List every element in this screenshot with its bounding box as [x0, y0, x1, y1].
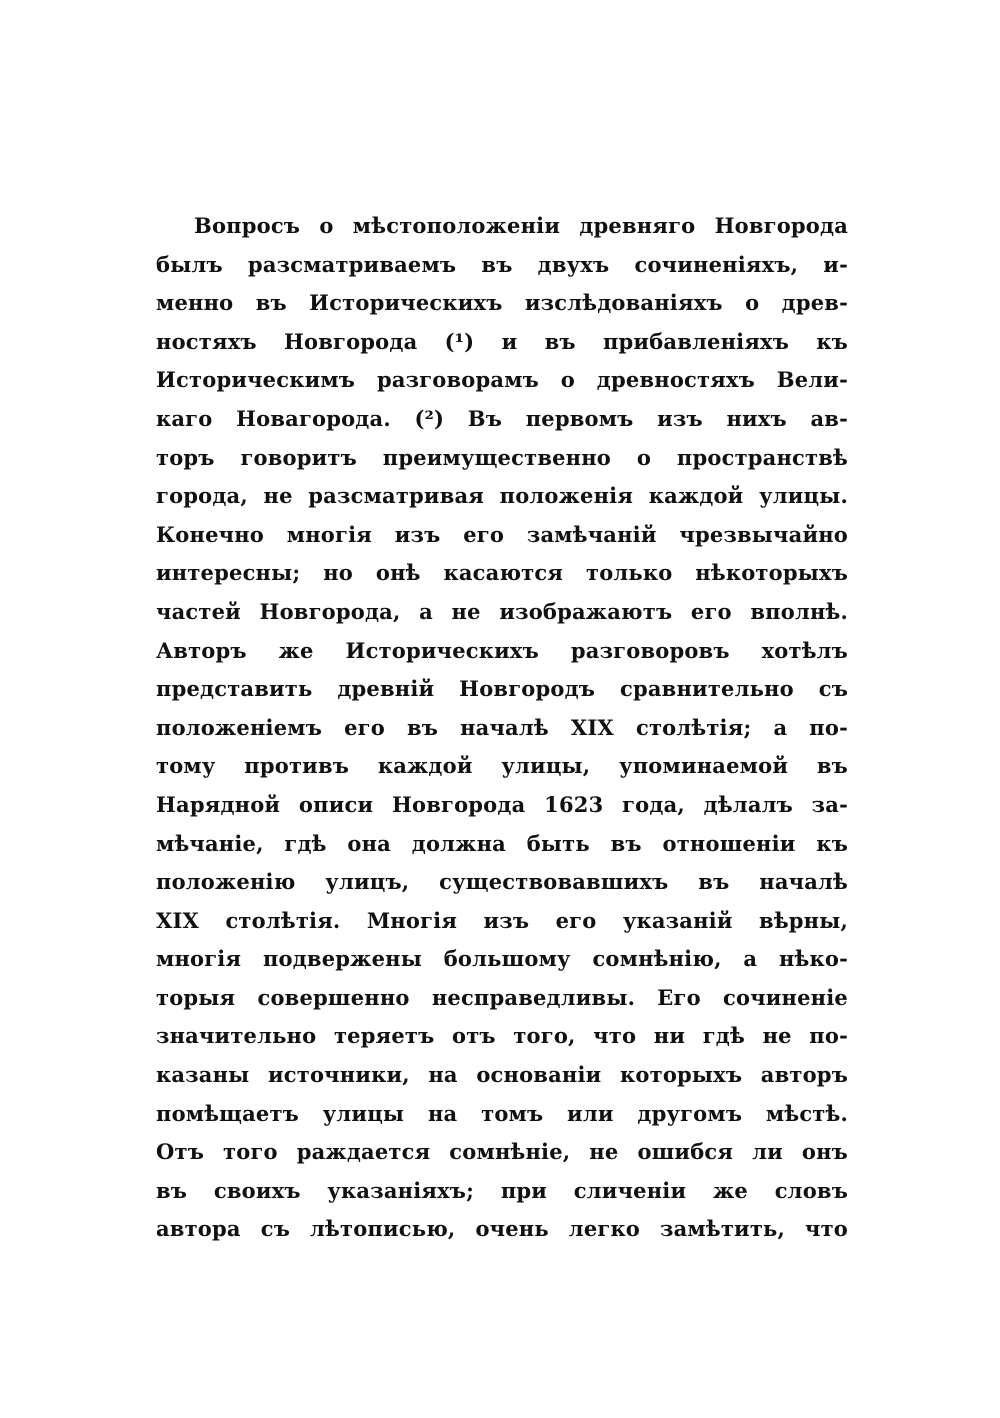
text-line: торыя совершенно несправедливы. Его сочиненіе: [156, 984, 848, 1010]
text-line: Авторъ же Историческихъ разговоровъ хотѣлъ: [156, 637, 848, 663]
text-line: XIX столѣтія. Многія изъ его указаній вѣрны,: [156, 907, 848, 933]
text-line: каго Новагорода. (²) Въ первомъ изъ нихъ ав-: [156, 405, 848, 431]
text-line: города, не разсматривая положенія каждой улицы.: [156, 483, 848, 509]
text-line: частей Новгорода, а не изображаютъ его вполнѣ.: [156, 598, 848, 624]
text-line: мѣчаніе, гдѣ она должна быть въ отношеніи къ: [156, 830, 848, 856]
text-line: представить древній Новгородъ сравнительно съ: [156, 676, 848, 702]
text-line: Вопросъ о мѣстоположеніи древняго Новгорода: [194, 213, 848, 238]
text-line: Отъ того раждается сомнѣніе, не ошибся ли онъ: [156, 1139, 848, 1165]
text-line: Историческимъ разговорамъ о древностяхъ Вели-: [156, 367, 848, 393]
text-line: интересны; но онѣ касаются только нѣкоторыхъ: [156, 560, 848, 586]
text-line: положенію улицъ, существовавшихъ въ началѣ: [156, 869, 848, 895]
text-line: казаны источники, на основаніи которыхъ авторъ: [156, 1062, 848, 1088]
text-line: значительно теряетъ отъ того, что ни гдѣ не по-: [156, 1023, 848, 1049]
text-line: въ своихъ указаніяхъ; при сличеніи же словъ: [156, 1177, 848, 1203]
text-line: торъ говоритъ преимущественно о пространствѣ: [156, 444, 848, 470]
text-line: положеніемъ его въ началѣ XIX столѣтія; а по-: [156, 714, 848, 740]
text-line: менно въ Историческихъ изслѣдованіяхъ о древ-: [156, 290, 848, 316]
text-line: автора съ лѣтописью, очень легко замѣтить, что: [156, 1216, 848, 1242]
text-line: Нарядной описи Новгорода 1623 года, дѣлалъ за-: [156, 791, 848, 817]
text-line: помѣщаетъ улицы на томъ или другомъ мѣстѣ.: [156, 1100, 848, 1126]
text-line: тому противъ каждой улицы, упоминаемой въ: [156, 753, 848, 779]
text-line: былъ разсматриваемъ въ двухъ сочиненіяхъ, и-: [156, 251, 848, 277]
text-line: ностяхъ Новгорода (¹) и въ прибавленіяхъ къ: [156, 328, 848, 354]
text-line: многія подвержены большому сомнѣнію, а нѣко-: [156, 946, 848, 972]
paragraph: [156, 207, 848, 1249]
text-line: Конечно многія изъ его замѣчаній чрезвычайно: [156, 521, 848, 547]
